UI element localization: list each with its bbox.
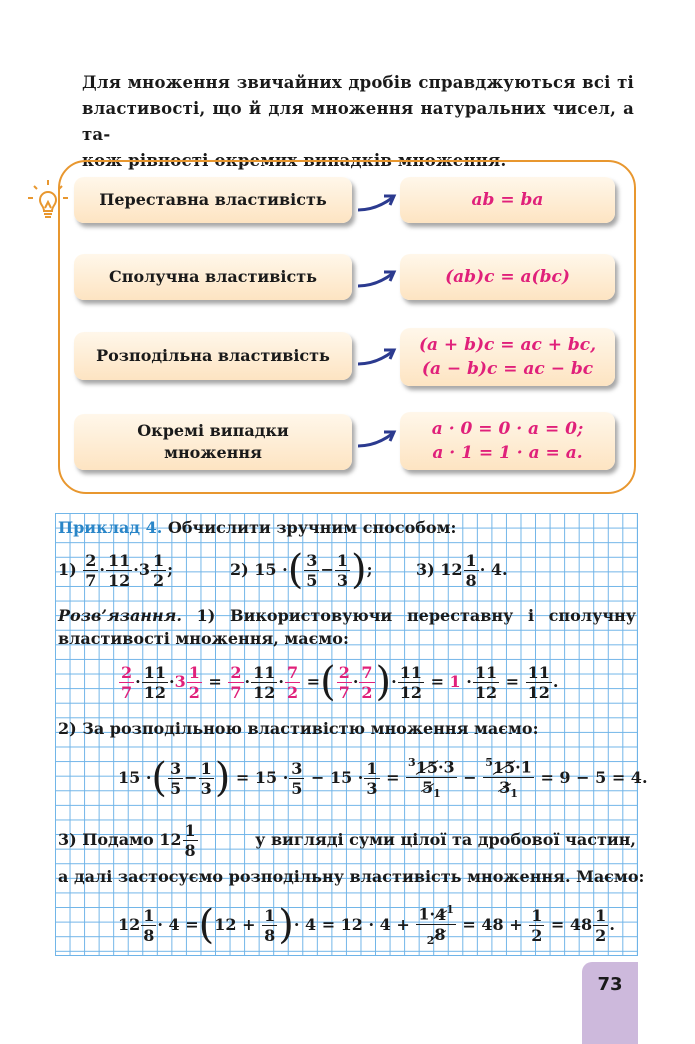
- formula-line: a · 0 = 0 · a = 0;: [431, 419, 584, 439]
- rule-special-label: [74, 414, 352, 470]
- fraction: $\frac{1}{2}$: [595, 905, 607, 945]
- solution-line: властивості множення, маємо:: [58, 629, 349, 648]
- rule-associative-label: Сполучна властивість: [74, 254, 352, 300]
- formula-line: (a + b)c = ac + bc,: [418, 335, 597, 355]
- solution-text: у вигляді суми цілої та дробової частин,: [255, 830, 636, 849]
- example-title: Приклад 4.: [58, 518, 163, 537]
- arrow-icon: [356, 346, 398, 368]
- fraction: $\frac{1}{8}$: [184, 820, 196, 860]
- example-task: Обчислити зручним способом:: [167, 518, 457, 537]
- fraction: $\frac{1}{8}$: [465, 550, 477, 590]
- fraction: $\frac{2}{7}$: [121, 662, 133, 702]
- fraction: $\frac{1}{2}$: [152, 550, 165, 590]
- fraction: $\frac{1\cdot 4^1}{_28}$: [416, 900, 456, 950]
- fraction: $\frac{11}{12}$: [253, 662, 276, 702]
- arrow-icon: [356, 192, 398, 214]
- solution-1-equation: $\frac{2}{7}$ · $\frac{11}{12}$ · 3 $\frac{1}{2}$ = $\frac{2}{7}$ · $\frac{11}{12}$ · $\frac{7}{2}$ = ( $\frac{2}{7}$ · $\frac{7}{2}$ ) · $\frac{11}{12}$ = 1 · $\frac{11}{12}$ = $\frac{11}{12}$ .: [121, 659, 559, 705]
- rule-label-line: множення: [164, 443, 262, 462]
- fraction: $\frac{3}{5}$: [170, 758, 182, 798]
- fraction: $\frac{11}{12}$: [474, 662, 498, 702]
- fraction: $\frac{11}{12}$: [143, 662, 166, 702]
- fraction: $\frac{11}{12}$: [399, 662, 422, 702]
- example-heading: [58, 517, 456, 539]
- solution-label: Розв’язання.: [58, 606, 182, 625]
- rule-distributive-label: Розподільна властивість: [74, 332, 352, 380]
- formula-line: ab = ba: [471, 190, 544, 210]
- fraction: $\frac{^515\cdot 1}{3_1}$: [483, 753, 534, 803]
- page-number: 73: [582, 962, 638, 1044]
- formula-line: (a − b)c = ac − bc: [421, 359, 594, 379]
- problem-label: 2): [230, 560, 249, 579]
- intro-line: кож рівності окремих випадків множення.: [82, 151, 507, 170]
- intro-line: властивості, що й для множення натуральних чисел, а та-: [82, 99, 634, 144]
- problem-1: 1) $\frac{2}{7}$ · $\frac{11}{12}$ · 3 $\frac{1}{2}$ ;: [58, 550, 174, 590]
- fraction: $\frac{2}{7}$: [338, 662, 350, 702]
- rule-label-line: Окремі випадки: [137, 421, 289, 440]
- solution-line: 2) За розподільною властивістю множення маємо:: [58, 719, 539, 738]
- fraction: $\frac{1}{2}$: [531, 905, 543, 945]
- rule-special-formula: [400, 412, 615, 470]
- fraction: $\frac{3}{5}$: [291, 758, 303, 798]
- arrow-icon: [356, 268, 398, 290]
- fraction: $\frac{1}{8}$: [143, 905, 155, 945]
- solution-line: а далі застосуємо розподільну властивість множення. Маємо:: [58, 867, 645, 886]
- rule-distributive-formula: [400, 328, 615, 386]
- rule-associative-formula: [400, 254, 615, 300]
- problem-2: 2) 15 · ( $\frac{3}{5}$ − $\frac{1}{3}$ ) ;: [230, 547, 373, 593]
- solution-line: 3) Подамо 12 $\frac{1}{8}$ у вигляді суми цілої та дробової частин,: [58, 820, 636, 860]
- fraction: $\frac{7}{2}$: [361, 662, 373, 702]
- lightbulb-icon: [26, 178, 70, 222]
- fraction: $\frac{^315\cdot 3}{5_1}$: [406, 753, 457, 803]
- solution-text: 3) Подамо: [58, 829, 154, 849]
- fraction: $\frac{2}{7}$: [85, 550, 97, 590]
- rule-commutative-label: Переставна властивість: [74, 177, 352, 223]
- arrow-icon: [356, 428, 398, 450]
- solution-3-equation: 12 $\frac{1}{8}$ · 4 = ( 12 + $\frac{1}{8}$ ) · 4 = 12 · 4 + $\frac{1\cdot 4^1}{_28}$ = 48 + $\frac{1}{2}$ = 48 $\frac{1}{2}$ .: [118, 902, 615, 948]
- problem-3: 3) 12 $\frac{1}{8}$ · 4 .: [416, 550, 508, 590]
- problem-label: 1): [58, 560, 77, 579]
- fraction: $\frac{1}{8}$: [264, 905, 276, 945]
- solution-line: [58, 605, 636, 627]
- fraction: $\frac{7}{2}$: [286, 662, 299, 702]
- fraction: $\frac{11}{12}$: [527, 662, 550, 702]
- fraction: $\frac{2}{7}$: [230, 662, 242, 702]
- intro-paragraph: [82, 70, 634, 174]
- fraction: $\frac{1}{3}$: [336, 550, 348, 590]
- formula-line: a · 1 = 1 · a = a.: [432, 443, 583, 463]
- solution-text: 1) Використовуючи переставну і сполучну: [196, 606, 636, 625]
- fraction: $\frac{1}{3}$: [200, 758, 212, 798]
- intro-line: Для множення звичайних дробів справджуються всі ті: [82, 73, 634, 92]
- fraction: $\frac{1}{3}$: [366, 758, 378, 798]
- problem-label: 3): [416, 560, 435, 579]
- solution-2-equation: 15 · ( $\frac{3}{5}$ − $\frac{1}{3}$ ) = 15 · $\frac{3}{5}$ − 15 · $\frac{1}{3}$ = $\frac{^315\cdot 3}{5_1}$ − $\frac{^515\cdot 1}{3_1}$ = 9 − 5 = 4 .: [118, 755, 648, 801]
- rule-commutative-formula: [400, 177, 615, 223]
- fraction: $\frac{1}{2}$: [188, 662, 200, 702]
- fraction: $\frac{11}{12}$: [108, 550, 131, 590]
- formula-line: (ab)c = a(bc): [445, 267, 570, 287]
- fraction: $\frac{3}{5}$: [306, 550, 318, 590]
